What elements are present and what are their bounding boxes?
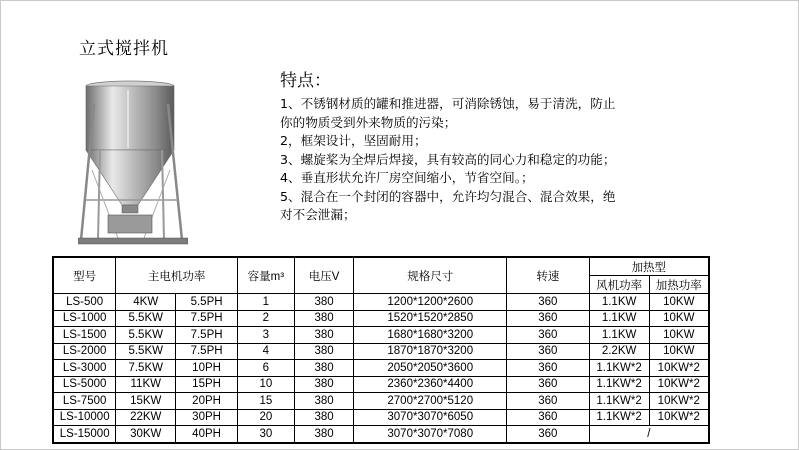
cell-fan-power: 1.1KW*2 [589, 360, 649, 377]
page-title: 立式搅拌机 [79, 39, 169, 59]
cell-voltage: 380 [294, 409, 354, 426]
cell-model: LS-15000 [53, 426, 116, 443]
feature-line: 5、混合在一个封闭的容器中，允许均匀混合、混合效果，绝 [280, 188, 616, 204]
cell-model: LS-2000 [53, 343, 116, 360]
cell-motor-kw: 7.5KW [116, 360, 176, 377]
table-row [53, 409, 709, 426]
cell-voltage: 380 [294, 376, 354, 393]
header-heating-power: 加热功率 [649, 276, 709, 294]
feature-line: 1、不锈钢材质的罐和推进器，可消除锈蚀，易于清洗，防止 [280, 96, 616, 111]
features-section [280, 66, 700, 225]
cell-capacity: 2 [237, 310, 294, 327]
cell-dimensions: 2050*2050*3600 [354, 360, 507, 377]
cell-capacity: 6 [237, 360, 294, 377]
cell-speed: 360 [507, 310, 590, 327]
cell-heating-power: 10KW*2 [649, 360, 709, 377]
cell-dimensions: 2360*2360*4400 [354, 376, 507, 393]
cell-fan-power: 1.1KW [589, 327, 649, 344]
specification-table [52, 256, 710, 444]
header-model: 型号 [53, 257, 116, 294]
cell-dimensions: 2700*2700*5120 [354, 393, 507, 410]
cell-capacity: 30 [237, 426, 294, 443]
cell-motor-ph: 40PH [176, 426, 238, 443]
cell-model: LS-5000 [53, 376, 116, 393]
cell-motor-ph: 20PH [176, 393, 238, 410]
cell-capacity: 10 [237, 376, 294, 393]
header-speed: 转速 [507, 257, 590, 294]
cell-motor-kw: 30KW [116, 426, 176, 443]
cell-voltage: 380 [294, 294, 354, 311]
cell-heating-power: 10KW*2 [649, 409, 709, 426]
cell-voltage: 380 [294, 343, 354, 360]
cell-heating-power: 10KW*2 [649, 376, 709, 393]
cell-dimensions: 1200*1200*2600 [354, 294, 507, 311]
cell-voltage: 380 [294, 360, 354, 377]
cell-speed: 360 [507, 409, 590, 426]
cell-motor-ph: 7.5PH [176, 310, 238, 327]
cell-fan-power: 1.1KW*2 [589, 409, 649, 426]
features-heading: 特点： [280, 71, 331, 91]
header-voltage: 电压V [294, 257, 354, 294]
cell-motor-kw: 11KW [116, 376, 176, 393]
cell-fan-power: 1.1KW [589, 310, 649, 327]
table-row [53, 376, 709, 393]
cell-model: LS-1000 [53, 310, 116, 327]
header-capacity: 容量m³ [237, 257, 294, 294]
header-heating: 加热型 [589, 257, 709, 276]
cell-dimensions: 1520*1520*2850 [354, 310, 507, 327]
cell-model: LS-7500 [53, 393, 116, 410]
cell-motor-kw: 22KW [116, 409, 176, 426]
cell-motor-kw: 5.5KW [116, 343, 176, 360]
table-row [53, 343, 709, 360]
specification-table-body [53, 294, 709, 443]
cell-motor-ph: 10PH [176, 360, 238, 377]
cell-motor-ph: 7.5PH [176, 327, 238, 344]
table-row [53, 360, 709, 377]
cell-model: LS-3000 [53, 360, 116, 377]
cell-motor-kw: 5.5KW [116, 310, 176, 327]
cell-fan-power: 1.1KW*2 [589, 393, 649, 410]
cell-speed: 360 [507, 393, 590, 410]
cell-motor-kw: 5.5KW [116, 327, 176, 344]
features-list [280, 95, 700, 225]
cell-motor-kw: 15KW [116, 393, 176, 410]
cell-capacity: 4 [237, 343, 294, 360]
cell-model: LS-10000 [53, 409, 116, 426]
feature-line: 对不会泄漏； [280, 207, 356, 222]
cell-voltage: 380 [294, 393, 354, 410]
cell-capacity: 20 [237, 409, 294, 426]
cell-fan-power: 2.2KW [589, 343, 649, 360]
cell-motor-ph: 15PH [176, 376, 238, 393]
table-row [53, 327, 709, 344]
cell-speed: 360 [507, 360, 590, 377]
cell-heating-power: 10KW [649, 310, 709, 327]
table-row [53, 294, 709, 311]
header-fan-power: 风机功率 [589, 276, 649, 294]
cell-speed: 360 [507, 294, 590, 311]
cell-speed: 360 [507, 327, 590, 344]
cell-heating-power: 10KW [649, 327, 709, 344]
cell-motor-ph: 7.5PH [176, 343, 238, 360]
cell-heating-power: 10KW [649, 343, 709, 360]
feature-line: 你的物质受到外来物质的污染； [280, 114, 457, 130]
cell-voltage: 380 [294, 426, 354, 443]
cell-capacity: 15 [237, 393, 294, 410]
cell-motor-ph: 5.5PH [176, 294, 238, 311]
cell-heating-power: 10KW [649, 294, 709, 311]
cell-fan-power: 1.1KW*2 [589, 376, 649, 393]
cell-capacity: 3 [237, 327, 294, 344]
cell-capacity: 1 [237, 294, 294, 311]
cell-voltage: 380 [294, 310, 354, 327]
cell-dimensions: 1680*1680*3200 [354, 327, 507, 344]
table-row [53, 310, 709, 327]
cell-speed: 360 [507, 376, 590, 393]
cell-voltage: 380 [294, 327, 354, 344]
cell-dimensions: 3070*3070*6050 [354, 409, 507, 426]
table-row [53, 393, 709, 410]
cell-model: LS-500 [53, 294, 116, 311]
feature-line: 2，框架设计，坚固耐用； [280, 133, 427, 148]
cell-motor-ph: 30PH [176, 409, 238, 426]
header-motor-power: 主电机功率 [116, 257, 238, 294]
header-dimensions: 规格尺寸 [354, 257, 507, 294]
cell-fan-power: 1.1KW [589, 294, 649, 311]
cell-heating-none: / [589, 426, 709, 443]
cell-motor-kw: 4KW [116, 294, 176, 311]
cell-model: LS-1500 [53, 327, 116, 344]
table-row [53, 426, 709, 443]
cell-dimensions: 1870*1870*3200 [354, 343, 507, 360]
feature-line: 3、螺旋桨为全焊后焊接，具有较高的同心力和稳定的功能； [280, 151, 616, 167]
cell-speed: 360 [507, 426, 590, 443]
feature-line: 4、垂直形状允许厂房空间缩小，节省空间。； [280, 170, 534, 185]
cell-heating-power: 10KW*2 [649, 393, 709, 410]
cell-speed: 360 [507, 343, 590, 360]
cell-dimensions: 3070*3070*7080 [354, 426, 507, 443]
vertical-mixer-image [78, 70, 188, 250]
